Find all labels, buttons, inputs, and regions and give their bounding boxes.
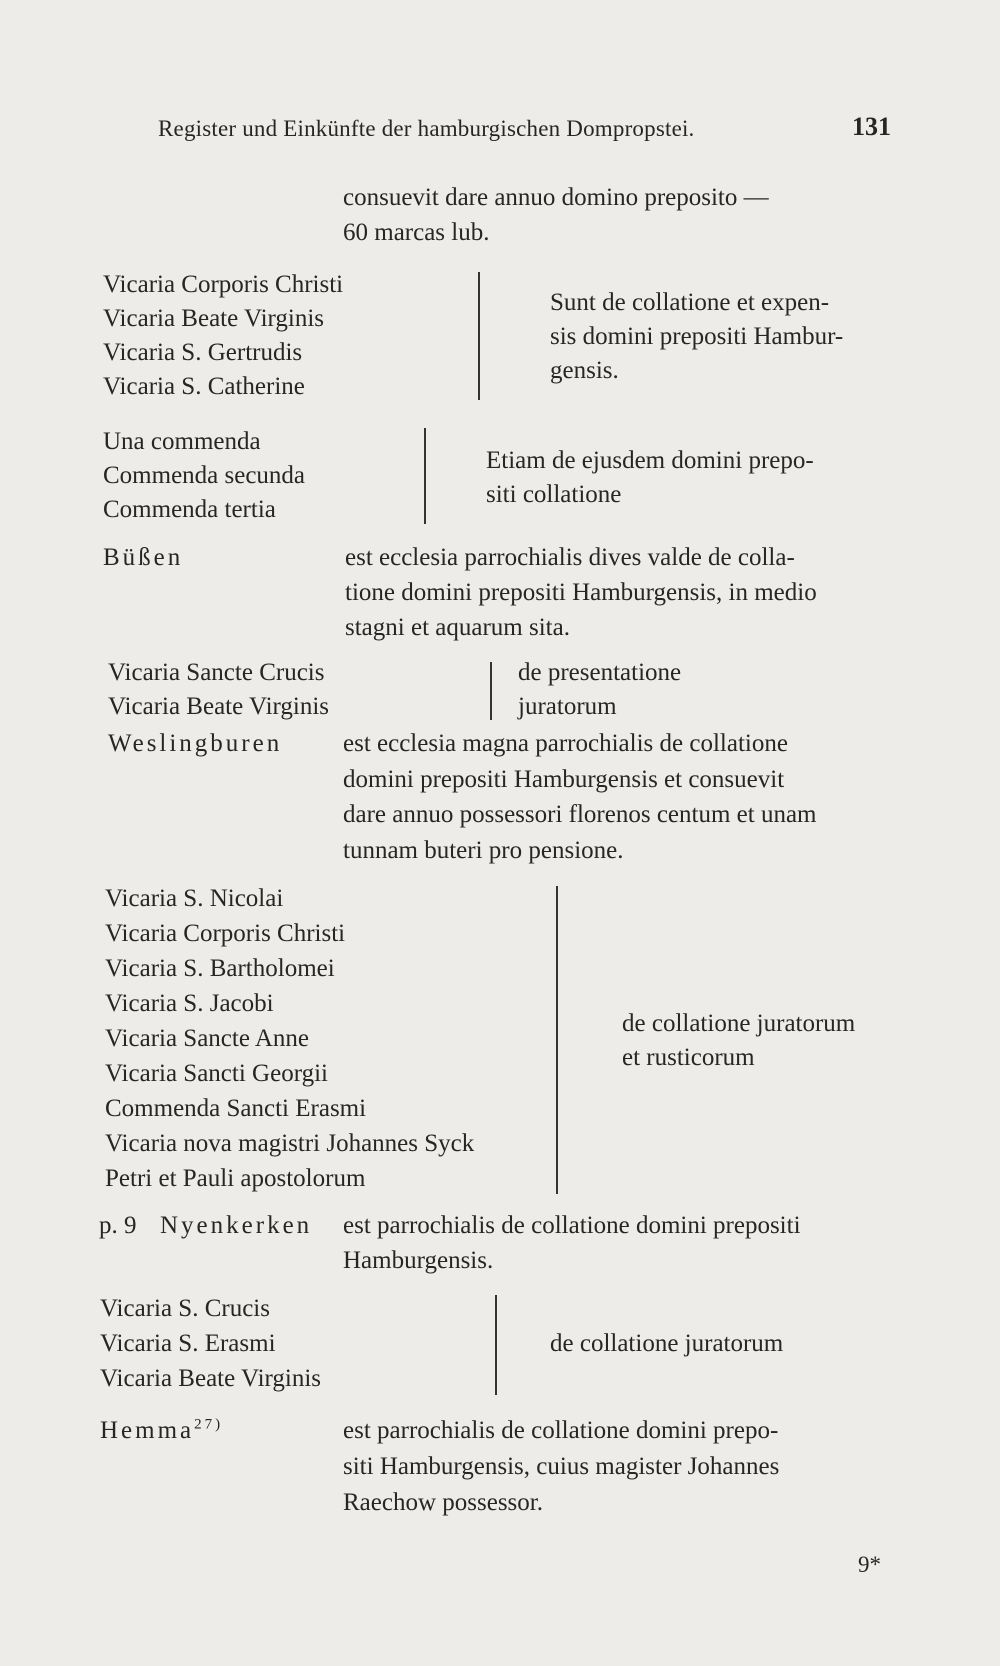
- commenda-item: Commenda tertia: [103, 496, 276, 523]
- page-reference: p. 9: [99, 1212, 137, 1239]
- commenda-item: Una commenda: [103, 428, 261, 455]
- grouping-brace: [478, 272, 486, 400]
- group-note: sis domini prepositi Hambur-: [550, 323, 844, 350]
- text-line: consuevit dare annuo domino preposito —: [343, 184, 769, 211]
- vicaria-item: Vicaria Sancti Georgii: [105, 1060, 328, 1087]
- signature-mark: 9*: [858, 1552, 881, 1577]
- text-line: est parrochialis de collatione domini prepositi: [343, 1212, 801, 1239]
- group-note: de collatione juratorum: [622, 1010, 856, 1037]
- parish-name: Nyenkerken: [160, 1212, 313, 1239]
- vicaria-item: Vicaria S. Catherine: [103, 373, 305, 400]
- parish-name: Weslingburen: [108, 730, 283, 757]
- vicaria-item: Vicaria Corporis Christi: [103, 271, 344, 298]
- vicaria-item: Vicaria S. Bartholomei: [105, 955, 335, 982]
- grouping-brace: [490, 662, 498, 720]
- grouping-brace: [495, 1295, 503, 1395]
- group-note: Etiam de ejusdem domini prepo-: [486, 447, 814, 474]
- commenda-item: Commenda secunda: [103, 462, 306, 489]
- group-note: de collatione juratorum: [550, 1330, 784, 1357]
- parish-name: Büßen: [103, 544, 184, 571]
- vicaria-item: Vicaria S. Jacobi: [105, 990, 274, 1017]
- vicaria-item: Vicaria Corporis Christi: [105, 920, 346, 947]
- vicaria-item: Vicaria Beate Virginis: [100, 1365, 322, 1392]
- text-line: Raechow possessor.: [343, 1489, 543, 1516]
- vicaria-item: Petri et Pauli apostolorum: [105, 1165, 366, 1192]
- text-line: tione domini prepositi Hamburgensis, in medio: [345, 579, 817, 606]
- page-number: 131: [852, 112, 891, 141]
- text-line: 60 marcas lub.: [343, 219, 490, 246]
- text-line: tunnam buteri pro pensione.: [343, 837, 624, 864]
- group-note: juratorum: [518, 693, 617, 720]
- text-line: siti Hamburgensis, cuius magister Johannes: [343, 1453, 780, 1480]
- parish-name-text: Hemma: [100, 1417, 195, 1444]
- vicaria-item: Vicaria Sancte Crucis: [108, 659, 325, 686]
- vicaria-item: Vicaria Beate Virginis: [103, 305, 325, 332]
- group-note: Sunt de collatione et expen-: [550, 289, 830, 316]
- text-line: est parrochialis de collatione domini prepo-: [343, 1417, 779, 1444]
- grouping-brace: [424, 428, 432, 524]
- group-note: siti collatione: [486, 481, 622, 508]
- vicaria-item: Vicaria Beate Virginis: [108, 693, 330, 720]
- vicaria-item: Vicaria nova magistri Johannes Syck: [105, 1130, 475, 1157]
- vicaria-item: Vicaria S. Crucis: [100, 1295, 270, 1322]
- group-note: gensis.: [550, 357, 619, 384]
- grouping-brace: [556, 886, 564, 1194]
- group-note: et rusticorum: [622, 1044, 755, 1071]
- text-line: est ecclesia magna parrochialis de collatione: [343, 730, 788, 757]
- parish-name: [100, 1414, 223, 1448]
- footnote-marker: 27): [194, 1416, 224, 1433]
- running-title: Register und Einkünfte der hamburgischen Dompropstei.: [158, 116, 695, 141]
- vicaria-item: Vicaria Sancte Anne: [105, 1025, 309, 1052]
- text-line: dare annuo possessori florenos centum et unam: [343, 801, 817, 828]
- text-line: stagni et aquarum sita.: [345, 614, 570, 641]
- vicaria-item: Vicaria S. Gertrudis: [103, 339, 303, 366]
- text-line: est ecclesia parrochialis dives valde de colla-: [345, 544, 795, 571]
- text-line: domini prepositi Hamburgensis et consuevit: [343, 766, 785, 793]
- vicaria-item: Vicaria S. Erasmi: [100, 1330, 276, 1357]
- text-line: Hamburgensis.: [343, 1247, 494, 1274]
- vicaria-item: Vicaria S. Nicolai: [105, 885, 284, 912]
- group-note: de presentatione: [518, 659, 682, 686]
- commenda-item: Commenda Sancti Erasmi: [105, 1095, 367, 1122]
